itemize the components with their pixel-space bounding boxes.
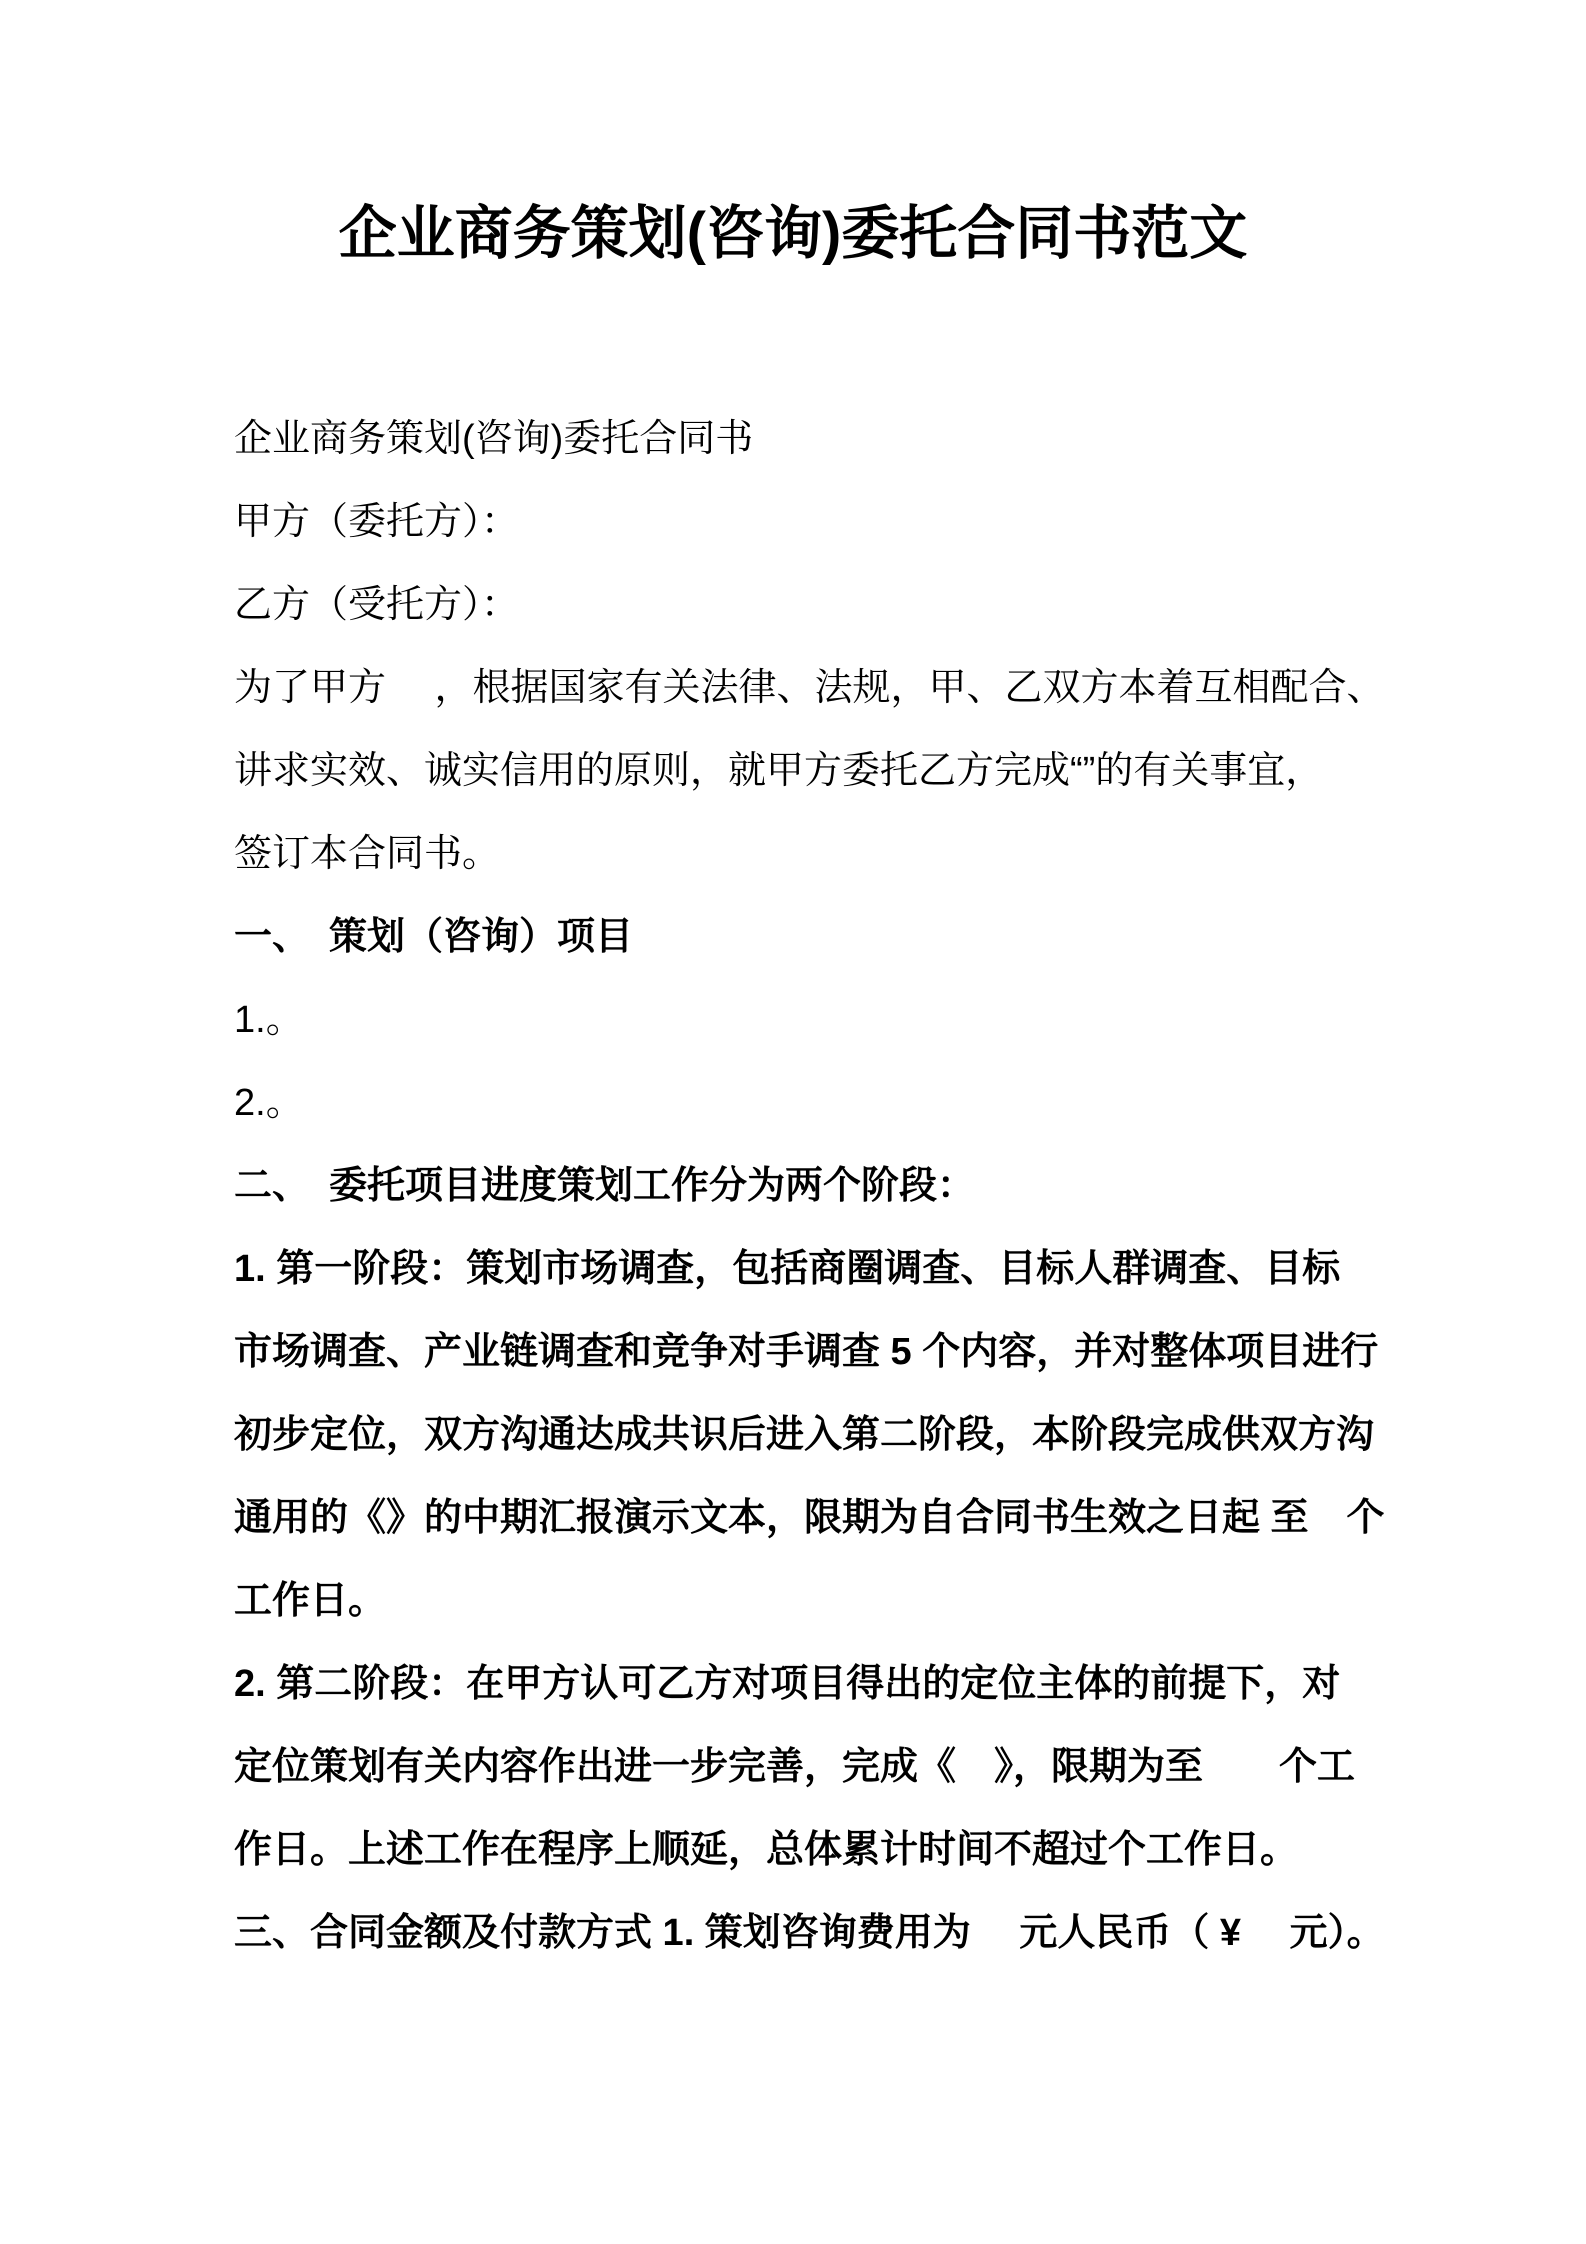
line-stage2-2: 定位策划有关内容作出进一步完善，完成《 》，限期为至 个工: [234, 1746, 1356, 1788]
line-stage1-1: 1. 第一阶段：策划市场调查，包括商圈调查、目标人群调查、目标: [234, 1248, 1341, 1290]
document-body: [234, 398, 1424, 1975]
line-stage1-3: 初步定位，双方沟通达成共识后进入第二阶段，本阶段完成供双方沟: [234, 1414, 1375, 1456]
line-stage1-2: 市场调查、产业链调查和竞争对手调查 5 个内容，并对整体项目进行: [234, 1331, 1379, 1373]
line-stage2-3: 作日。上述工作在程序上顺延，总体累计时间不超过个工作日。: [234, 1829, 1299, 1871]
line-stage1-5: 工作日。: [234, 1580, 387, 1622]
heading-section-2: 二、 委托项目进度策划工作分为两个阶段：: [234, 1165, 976, 1207]
line-party-a: 甲方（委托方）：: [234, 501, 520, 543]
line-preamble-2: 讲求实效、诚实信用的原则，就甲方委托乙方完成“”的有关事宜，: [234, 750, 1324, 792]
line-stage2-1: 2. 第二阶段：在甲方认可乙方对项目得出的定位主体的前提下，对: [234, 1663, 1341, 1705]
heading-section-1: 一、 策划（咨询）项目: [234, 916, 634, 958]
line-section1-item-1: 1.。: [234, 999, 304, 1041]
line-party-b: 乙方（受托方）：: [234, 584, 520, 626]
line-contract-subtitle: 企业商务策划(咨询)委托合同书: [234, 418, 754, 460]
line-section-3: 三、合同金额及付款方式 1. 策划咨询费用为 元人民币（ ¥ 元）。: [234, 1912, 1385, 1954]
line-preamble-3: 签订本合同书。: [234, 833, 501, 875]
line-preamble-1: 为了甲方 ，根据国家有关法律、法规，甲、乙双方本着互相配合、: [234, 667, 1385, 709]
line-section1-item-2: 2.。: [234, 1082, 304, 1124]
line-stage1-4: 通用的《》的中期汇报演示文本，限期为自合同书生效之日起 至 个: [234, 1497, 1385, 1539]
document-title: 企业商务策划(咨询)委托合同书范文: [338, 201, 1248, 266]
